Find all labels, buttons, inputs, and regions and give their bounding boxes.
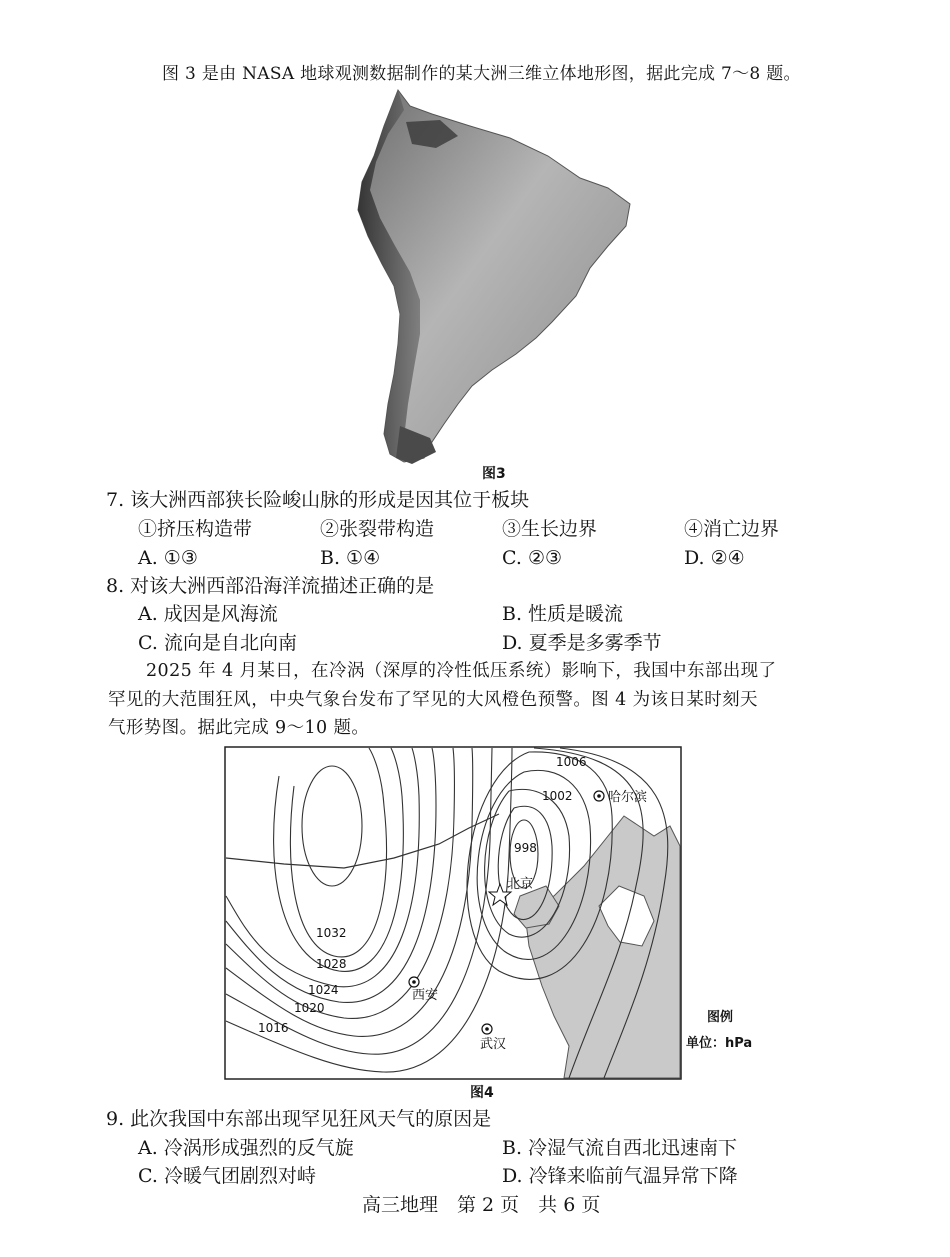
isobar-label: 1032 (316, 926, 347, 940)
svg-text:北京: 北京 (507, 877, 534, 892)
isobar-label: 998 (514, 841, 537, 855)
legend-title: 图例 (707, 1010, 734, 1025)
q9-option-c: C. 冷暖气团剧烈对峙 (138, 1165, 316, 1187)
passage-line-1: 2025 年 4 月某日，在冷涡（深厚的冷性低压系统）影响下，我国中东部出现了 (146, 661, 777, 681)
isobar-label: 1002 (542, 789, 573, 803)
weather-isobar-map (224, 746, 682, 1080)
q7-item-1: ①挤压构造带 (138, 518, 253, 540)
q7-option-a: A. ①③ (138, 547, 198, 569)
figure-3-caption: 图3 (482, 466, 506, 482)
q8-option-d: D. 夏季是多雾季节 (502, 632, 662, 654)
figure-4-caption: 图4 (470, 1085, 494, 1101)
isobar-label: 1028 (316, 957, 347, 971)
q7-option-b: B. ①④ (320, 547, 381, 569)
question-7-stem: 7. 该大洲西部狭长险峻山脉的形成是因其位于板块 (106, 489, 530, 511)
isobar-label: 1006 (556, 755, 587, 769)
q9-option-a: A. 冷涡形成强烈的反气旋 (138, 1137, 354, 1159)
isobar-label: 1016 (258, 1021, 289, 1035)
q9-option-d: D. 冷锋来临前气温异常下降 (502, 1165, 738, 1187)
south-america-terrain-map (340, 86, 640, 466)
q7-item-2: ②张裂带构造 (320, 518, 435, 540)
svg-text:武汉: 武汉 (480, 1037, 507, 1052)
question-9-stem: 9. 此次我国中东部出现罕见狂风天气的原因是 (106, 1108, 492, 1130)
isobar-label: 1024 (308, 983, 339, 997)
q8-option-a: A. 成因是风海流 (138, 603, 278, 625)
svg-text:西安: 西安 (412, 988, 439, 1003)
legend-unit: 单位：hPa (686, 1036, 753, 1051)
q9-option-b: B. 冷湿气流自西北迅速南下 (502, 1137, 738, 1159)
svg-text:哈尔滨: 哈尔滨 (608, 790, 648, 805)
q7-item-3: ③生长边界 (502, 518, 598, 540)
question-8-stem: 8. 对该大洲西部沿海洋流描述正确的是 (106, 575, 435, 597)
q7-option-c: C. ②③ (502, 547, 563, 569)
page-footer: 高三地理 第 2 页 共 6 页 (362, 1194, 601, 1216)
q8-option-b: B. 性质是暖流 (502, 603, 624, 625)
passage-line-3: 气形势图。据此完成 9～10 题。 (108, 718, 370, 738)
isobar-label: 1020 (294, 1001, 325, 1015)
q7-item-4: ④消亡边界 (684, 518, 780, 540)
q8-option-c: C. 流向是自北向南 (138, 632, 297, 654)
q7-option-d: D. ②④ (684, 547, 745, 569)
intro-text: 图 3 是由 NASA 地球观测数据制作的某大洲三维立体地形图，据此完成 7～8 题。 (162, 64, 801, 84)
passage-line-2: 罕见的大范围狂风，中央气象台发布了罕见的大风橙色预警。图 4 为该日某时刻天 (108, 690, 758, 710)
